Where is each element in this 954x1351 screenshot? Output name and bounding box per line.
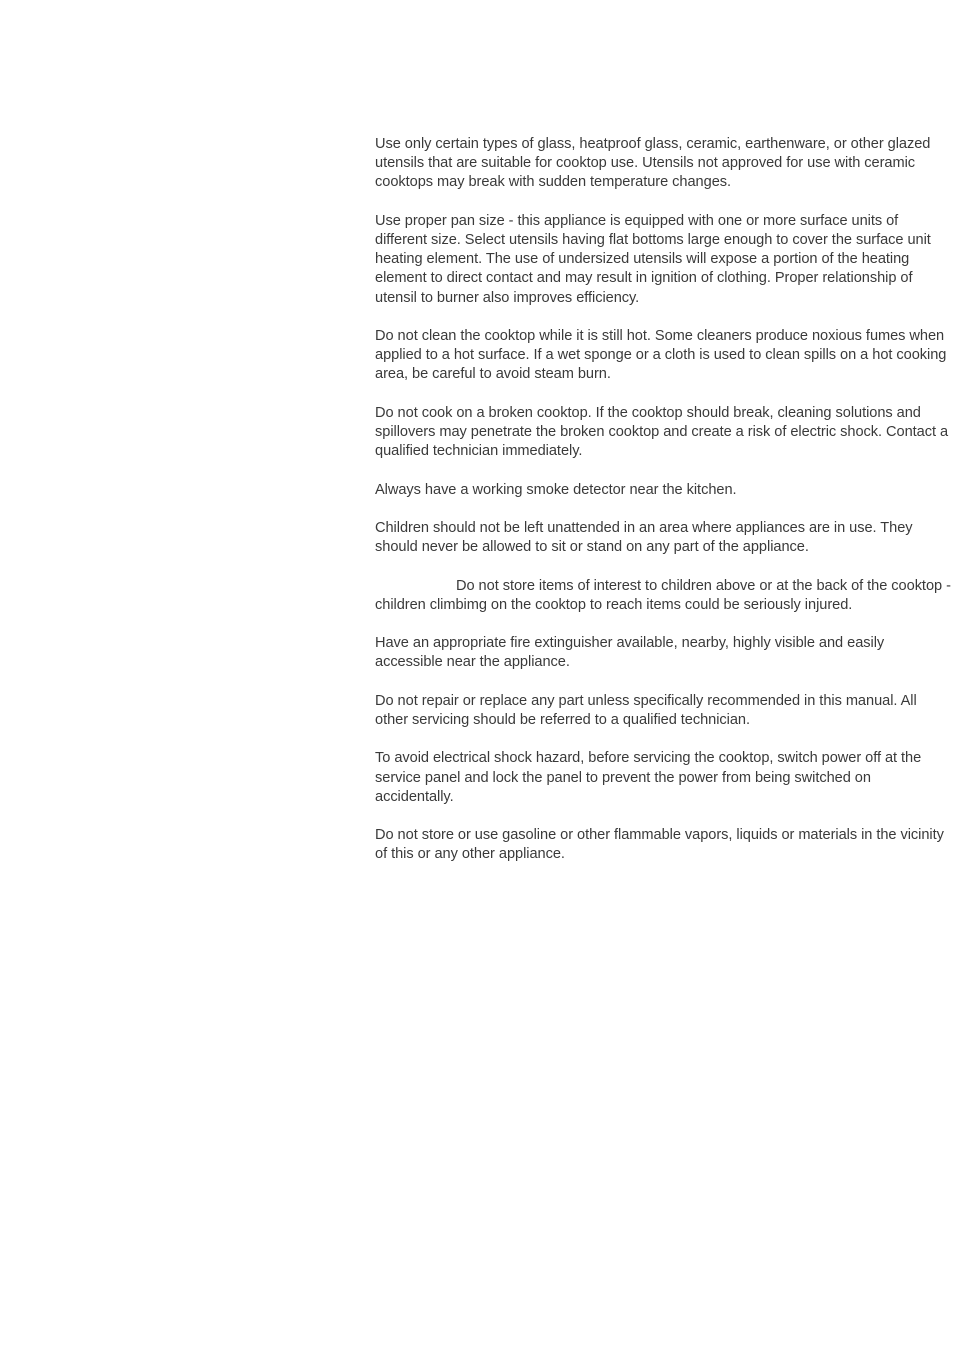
paragraph-flammable: Do not store or use gasoline or other flammable vapors, liquids or materials in the vicinity of this or any other appliance. [375,827,944,863]
safety-instructions-text [375,135,953,884]
paragraph-pan-size: Use proper pan size - this appliance is equipped with one or more surface units of different size. Select utensils having flat bottoms large enough to cover the surface unit heating element. The use of undersized utensils will expose a portion of the heating element to direct contact and may result in ignition of clothing. Proper relationship of utensil to burner also improves efficiency. [375,212,931,306]
paragraph-children-items [375,577,953,615]
paragraph-repair: Do not repair or replace any part unless specifically recommended in this manual. All other servicing should be referred to a qualified technician. [375,692,917,728]
paragraph-glass-utensils: Use only certain types of glass, heatproof glass, ceramic, earthenware, or other glazed utensils that are suitable for cooktop use. Utensils not approved for use with ceramic cooktops may break with sudden temperature changes. [375,136,931,191]
paragraph-broken-cooktop: Do not cook on a broken cooktop. If the cooktop should break, cleaning solutions and spillovers may penetrate the broken cooktop and create a risk of electric shock. Contact a qualified technician immediately. [375,404,949,460]
paragraph-cleaning-hot-cooktop: Do not clean the cooktop while it is still hot. Some cleaners produce noxious fumes when applied to a hot surface. If a wet sponge or a cloth is used to clean spills on a hot cooking area, be careful to avoid steam burn. [375,328,947,383]
paragraph-fire-extinguisher: Have an appropriate fire extinguisher available, nearby, highly visible and easily accessible near the appliance. [375,635,885,671]
paragraph-children-items-text: Do not store items of interest to children above or at the back of the cooktop - children climbimg on the cooktop to reach items could be seriously injured. [375,577,951,613]
paragraph-smoke-detector: Always have a working smoke detector near the kitchen. [375,481,737,498]
paragraph-children-unattended: Children should not be left unattended in an area where appliances are in use. They should never be allowed to sit or stand on any part of the appliance. [375,519,913,556]
paragraph-electrical-shock: To avoid electrical shock hazard, before servicing the cooktop, switch power off at the service panel and lock the panel to prevent the power from being switched on accidentally. [375,750,922,805]
